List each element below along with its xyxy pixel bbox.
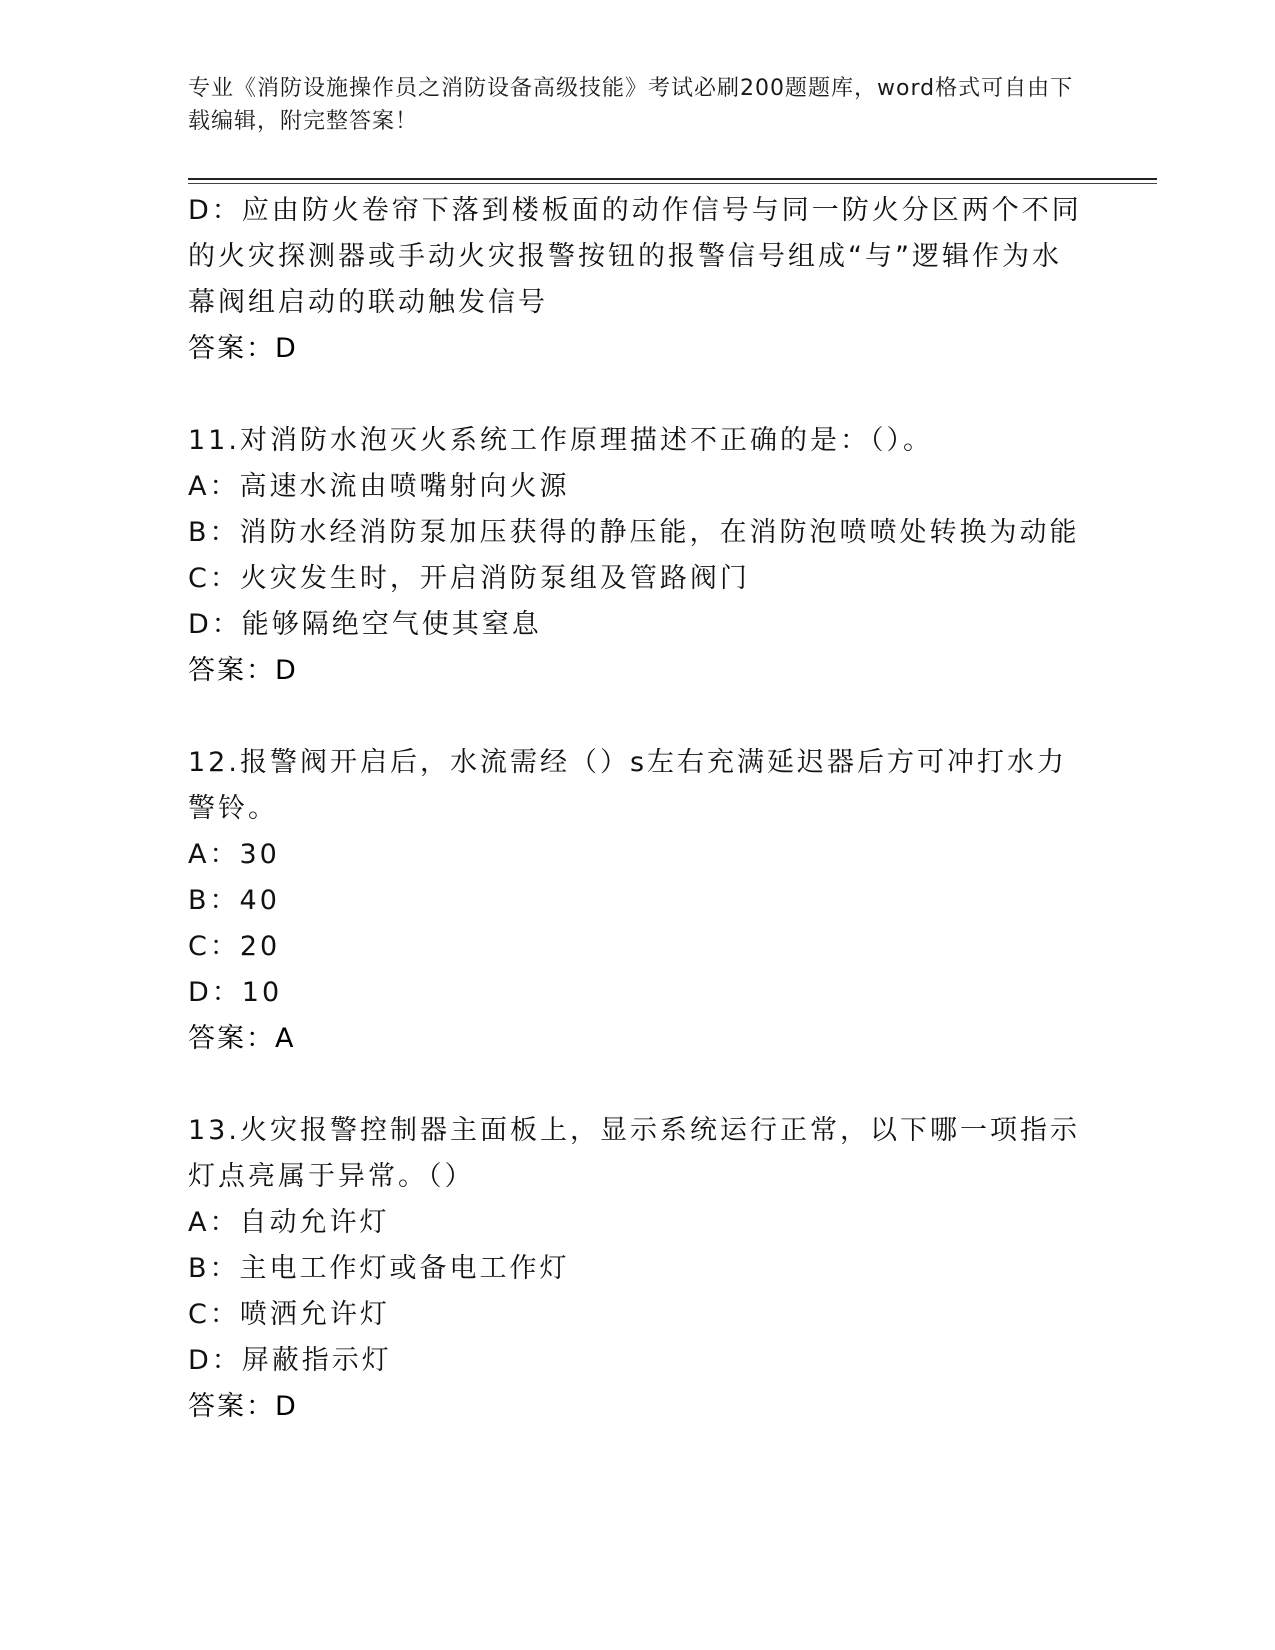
option-d: D：应由防火卷帘下落到楼板面的动作信号与同一防火分区两个不同的火灾探测器或手动火灾报警按钮的报警信号组成“与”逻辑作为水幕阀组启动的联动触发信号 bbox=[188, 195, 1082, 318]
question-stem: 13.火灾报警控制器主面板上，显示系统运行正常，以下哪一项指示灯点亮属于异常。（） bbox=[188, 1115, 1080, 1192]
option-c: C：喷洒允许灯 bbox=[188, 1299, 390, 1330]
option-d: D：10 bbox=[188, 977, 283, 1008]
option-a: A：30 bbox=[188, 839, 280, 870]
option-b: B：40 bbox=[188, 885, 280, 916]
option-d: D：能够隔绝空气使其窒息 bbox=[188, 609, 542, 640]
option-b: B：消防水经消防泵加压获得的静压能，在消防泡喷喷处转换为动能 bbox=[188, 517, 1080, 548]
option-a: A：高速水流由喷嘴射向火源 bbox=[188, 471, 570, 502]
spacer bbox=[188, 694, 1088, 740]
option-d: D：屏蔽指示灯 bbox=[188, 1345, 392, 1376]
answer-line: 答案：D bbox=[188, 1391, 298, 1422]
question-11 bbox=[188, 418, 1088, 694]
answer-line: 答案：D bbox=[188, 333, 298, 364]
header-rule-thick bbox=[188, 178, 1157, 180]
question-12 bbox=[188, 740, 1088, 1062]
spacer bbox=[188, 372, 1088, 418]
spacer bbox=[188, 1062, 1088, 1108]
option-c: C：20 bbox=[188, 931, 281, 962]
option-c: C：火灾发生时，开启消防泵组及管路阀门 bbox=[188, 563, 750, 594]
answer-line: 答案：A bbox=[188, 1023, 296, 1054]
question-stem: 12.报警阀开启后，水流需经（）s左右充满延迟器后方可冲打水力警铃。 bbox=[188, 747, 1068, 824]
question-list bbox=[188, 188, 1088, 1430]
document-header: 专业《消防设施操作员之消防设备高级技能》考试必刷200题题库，word格式可自由下载编辑，附完整答案！ bbox=[188, 76, 1074, 134]
question-13 bbox=[188, 1108, 1088, 1430]
header-rule-thin bbox=[188, 183, 1157, 184]
answer-line: 答案：D bbox=[188, 655, 298, 686]
option-a: A：自动允许灯 bbox=[188, 1207, 390, 1238]
question-stem: 11.对消防水泡灭火系统工作原理描述不正确的是：（）。 bbox=[188, 425, 933, 456]
question-fragment bbox=[188, 188, 1088, 372]
option-b: B：主电工作灯或备电工作灯 bbox=[188, 1253, 570, 1284]
